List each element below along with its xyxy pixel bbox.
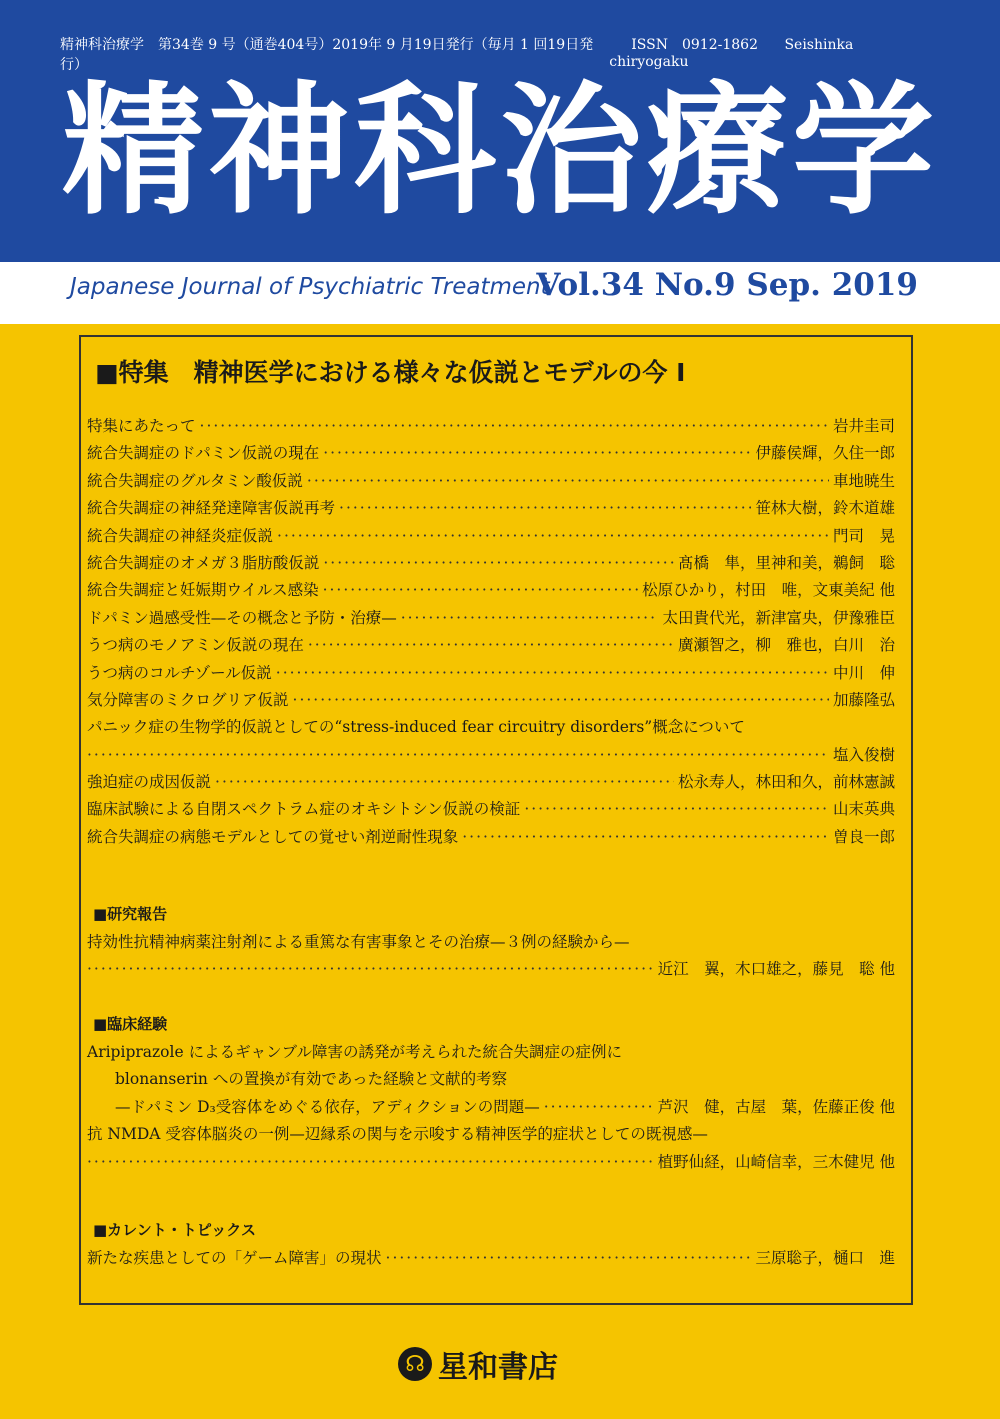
feature-list (87, 413, 895, 851)
toc-entry-continuation: ····· 植野仙経，山崎信幸，三木健児 他 (87, 1149, 895, 1176)
toc-entry: 統合失調症の神経発達障害仮説再考 ····· 笹林大樹，鈴木道雄 (87, 495, 895, 522)
issn: ISSN 0912-1862 (631, 37, 758, 53)
toc-entry-long: パニック症の生物学的仮説としての“stress-induced fear circuitry disorders”概念について (87, 718, 745, 737)
toc-entry: うつ病のモノアミン仮説の現在 ····· 廣瀬智之，柳 雅也，白川 治 (87, 632, 895, 659)
dot-leader (386, 1245, 752, 1272)
dot-leader (524, 796, 829, 823)
dot-leader (323, 577, 638, 604)
dot-leader (401, 605, 659, 632)
toc-entry: 臨床試験による自閉スペクトラム症のオキシトシン仮説の検証 ····· 山末英典 (87, 796, 895, 823)
feature-title: ■特集 精神医学における様々な仮説とモデルの今 I (95, 358, 686, 387)
toc-entry: 強迫症の成因仮説 ····· 松永寿人，林田和久，前林憲誠 (87, 769, 895, 796)
dot-leader (87, 1149, 654, 1176)
clinical-list (87, 1039, 895, 1176)
toc-entry: 統合失調症と妊娠期ウイルス感染 ····· 松原ひかり，村田 唯，文東美紀 他 (87, 577, 895, 604)
toc-entry: 統合失調症のオメガ３脂肪酸仮説 ····· 髙橋 隼，里神和美，鵜飼 聡 (87, 550, 895, 577)
toc-entry-continuation: ····· 塩入俊樹 (87, 742, 895, 769)
research-heading: ■研究報告 (93, 905, 168, 923)
dot-leader (462, 824, 829, 851)
dot-leader (544, 1094, 654, 1121)
toc-entry: 気分障害のミクログリア仮説 ····· 加藤隆弘 (87, 687, 895, 714)
subtitle-bar (0, 262, 1000, 324)
dot-leader (323, 440, 751, 467)
topics-heading: ■カレント・トピックス (93, 1221, 257, 1239)
research-list (87, 929, 895, 984)
journal-title: 精神科治療学 (62, 69, 938, 234)
issn-block (609, 34, 930, 74)
dot-leader (87, 956, 654, 983)
toc-entry-long: Aripiprazole によるギャンブル障害の誘発が考えられた統合失調症の症例に (87, 1043, 622, 1061)
clinical-heading: ■臨床経験 (93, 1015, 168, 1033)
toc-entry: ドパミン過感受性—その概念と予防・治療— ····· 太田貴代光，新津富央，伊豫雅臣 (87, 605, 895, 632)
toc-entry: 特集にあたって ····· 岩井圭司 (87, 413, 895, 440)
topics-list (87, 1245, 895, 1272)
toc-entry: 統合失調症の神経炎症仮説 ····· 門司 晃 (87, 523, 895, 550)
dot-leader (293, 687, 829, 714)
dot-leader (200, 413, 829, 440)
publisher-logo (398, 1342, 558, 1386)
publisher-emblem-icon: ☊ (398, 1347, 432, 1381)
dot-leader (276, 660, 829, 687)
toc-entry: 統合失調症のグルタミン酸仮説 ····· 車地暁生 (87, 468, 895, 495)
toc-entry-continuation: ····· 近江 翼，木口雄之，藤見 聡 他 (87, 956, 895, 983)
dot-leader (308, 632, 674, 659)
toc-entry-line: blonanserin への置換が有効であった経験と文献的考察 (115, 1070, 508, 1089)
toc-entry-long: 抗 NMDA 受容体脳炎の一例—辺縁系の関与を示唆する精神医学的症状としての既視感— (87, 1125, 708, 1144)
toc-entry: 統合失調症の病態モデルとしての覚せい剤逆耐性現象 ····· 曽良一郎 (87, 824, 895, 851)
publisher-name: 星和書店 (438, 1350, 558, 1385)
toc-entry: 統合失調症のドパミン仮説の現在 ····· 伊藤侯輝，久住一郎 (87, 440, 895, 467)
dot-leader (277, 523, 829, 550)
issue-info: 精神科治療学 第34巻 9 号（通巻404号）2019年 9 月19日発行（毎月 1 回19日発行） (60, 37, 594, 73)
toc-entry-line: —ドパミン D₃受容体をめぐる依存，アディクションの問題— ····· 芦沢 健，古屋 葉，佐藤正俊 他 (87, 1094, 895, 1121)
table-of-contents (79, 335, 913, 1305)
english-title: Japanese Journal of Psychiatric Treatment (70, 274, 550, 300)
volume-issue: Vol.34 No.9 Sep. 2019 (536, 267, 918, 303)
toc-entry: うつ病のコルチゾール仮説 ····· 中川 伸 (87, 660, 895, 687)
romaji-title: Seishinka chiryogaku (609, 37, 854, 70)
dot-leader (215, 769, 674, 796)
issue-info-line (60, 34, 930, 74)
dot-leader (87, 742, 829, 769)
dot-leader (323, 550, 674, 577)
toc-entry-long: 持効性抗精神病薬注射剤による重篤な有害事象とその治療—３例の経験から— (87, 933, 630, 951)
toc-entry: 新たな疾患としての「ゲーム障害」の現状 ····· 三原聡子，樋口 進 (87, 1245, 895, 1272)
dot-leader (307, 468, 829, 495)
dot-leader (339, 495, 751, 522)
journal-header (0, 0, 1000, 262)
